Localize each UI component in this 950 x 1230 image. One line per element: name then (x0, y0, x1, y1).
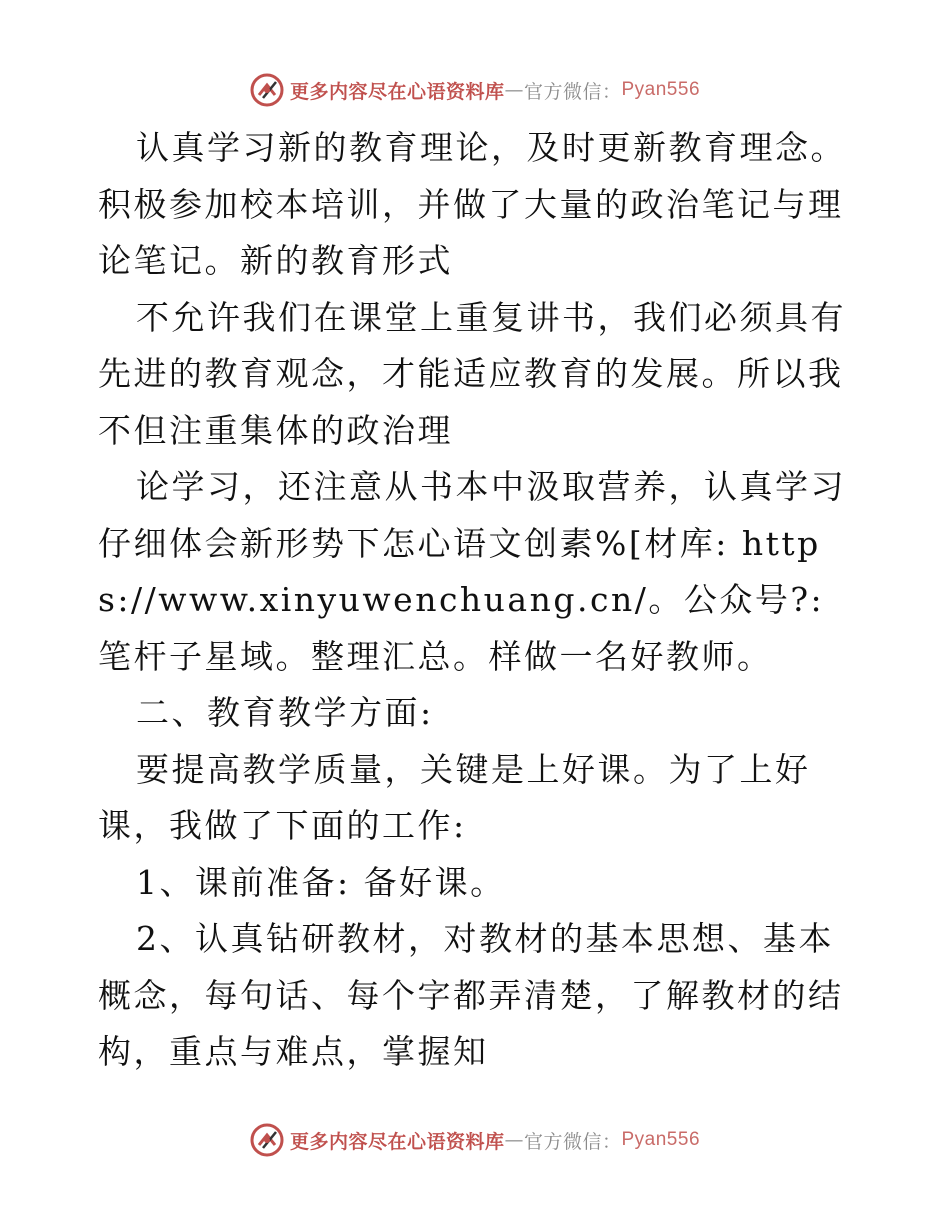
paragraph-education-concept: 不允许我们在课堂上重复讲书，我们必须具有先进的教育观念，才能适应教育的发展。所以我不但注重集体的政治理 (98, 297, 846, 450)
list-item-lesson-prep: 1、课前准备: 备好课。 (136, 862, 506, 902)
banner-main-text: 更多内容尽在心语资料库 (289, 1130, 505, 1153)
header-banner (0, 70, 950, 110)
footer-banner (0, 1120, 950, 1160)
paragraph-teaching-quality: 要提高教学质量，关键是上好课。为了上好课，我做了下面的工作: (98, 749, 811, 845)
section-heading-teaching: 二、教育教学方面: (136, 693, 434, 732)
banner-separator: — (504, 1129, 524, 1151)
banner-wechat-label: 官方微信： (523, 1130, 622, 1153)
banner-text (290, 77, 700, 104)
book-pen-logo-icon (250, 1123, 284, 1157)
banner-wechat-label: 官方微信： (523, 80, 622, 103)
banner-main-text: 更多内容尽在心语资料库 (289, 80, 505, 103)
paragraph-self-study: 论学习，还注意从书本中汲取营养，认真学习仔细体会新形势下怎心语文创素%[材库: https://www.xinyuwenchuang.cn/。公众号?: 笔杆子星域。整理汇总。样做一名好教师。 (98, 467, 846, 676)
banner-wechat-id: Pyan556 (621, 1129, 701, 1150)
banner-text (290, 1127, 700, 1154)
banner-wechat-id: Pyan556 (621, 79, 701, 100)
document-body (98, 120, 858, 1110)
list-item-study-materials: 2、认真钻研教材，对教材的基本思想、基本概念，每句话、每个字都弄清楚，了解教材的结构，重点与难点，掌握知 (98, 919, 844, 1071)
paragraph-theory-study: 认真学习新的教育理论，及时更新教育理念。积极参加校本培训，并做了大量的政治笔记与理论笔记。新的教育形式 (98, 128, 846, 280)
banner-separator: — (504, 79, 524, 101)
book-pen-logo-icon (250, 73, 284, 107)
